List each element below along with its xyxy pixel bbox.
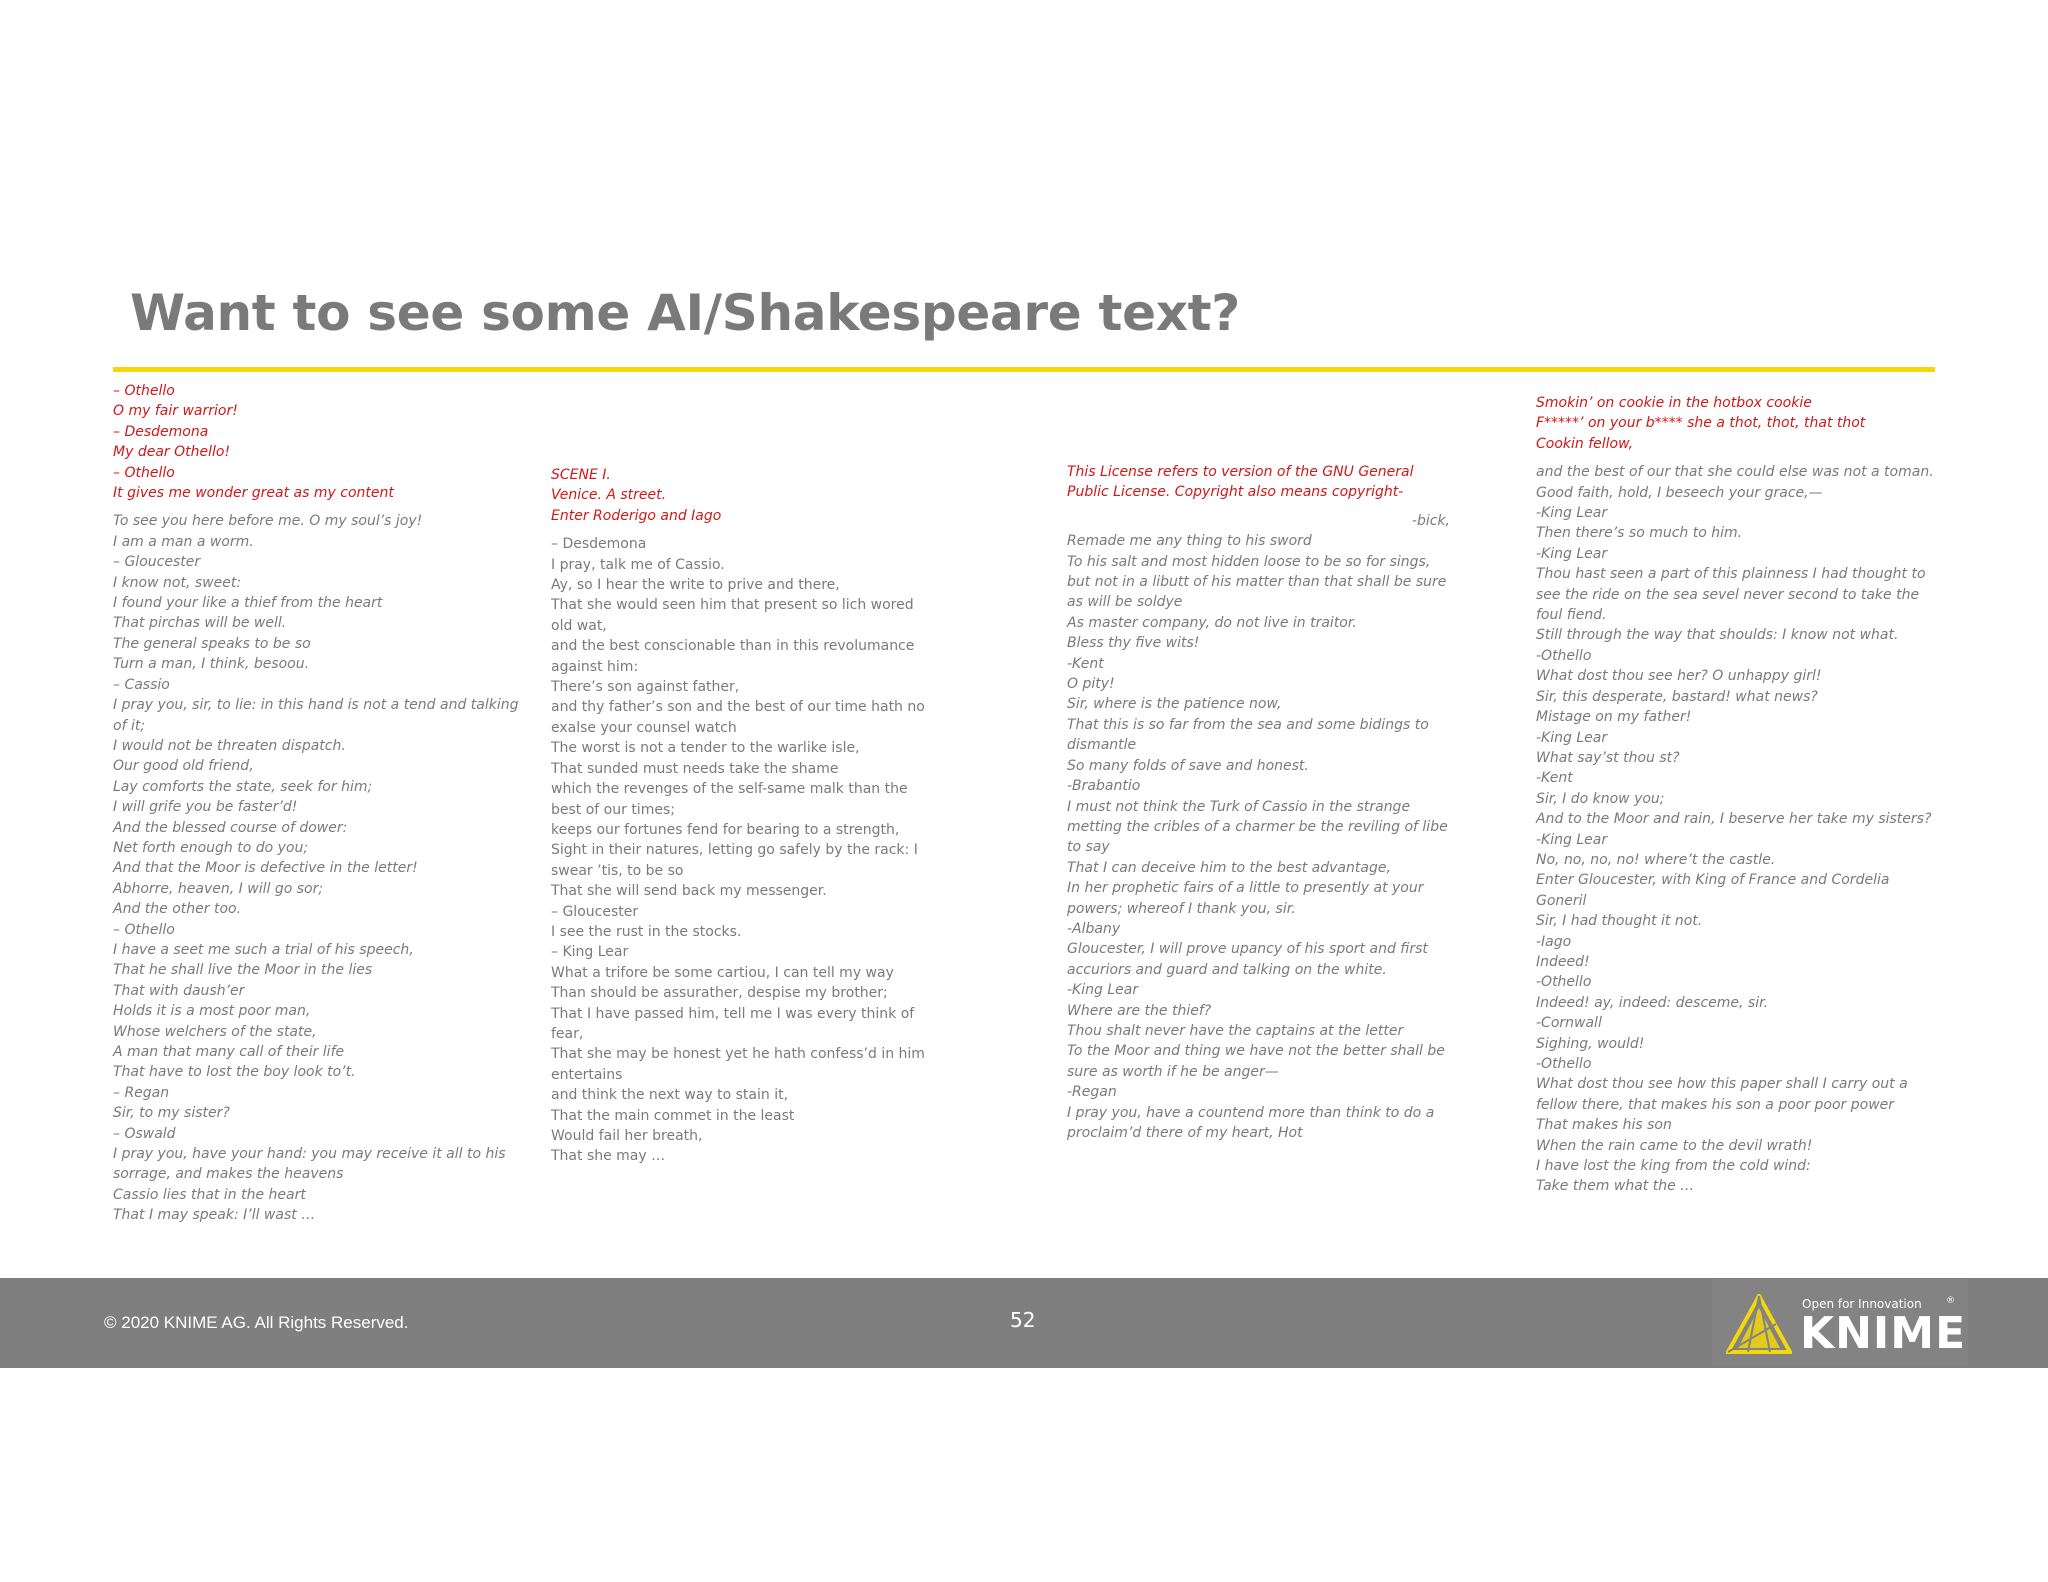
prompt-line: F*****’ on your b**** she a thot, thot, that thot — [1536, 415, 1866, 432]
generated-line: -King Lear — [1536, 505, 1608, 522]
generated-line: Sir, I do know you; — [1536, 790, 1665, 807]
prompt-line: – Othello — [113, 464, 175, 481]
generated-line: Would fail her breath, — [551, 1128, 703, 1144]
generated-line: Remade me any thing to his sword — [1067, 533, 1312, 550]
generated-line: Take them what the … — [1536, 1178, 1695, 1195]
generated-line: To his salt and most hidden loose to be so for sings, — [1067, 553, 1431, 570]
logo-wordmark: KNIME — [1800, 1308, 1967, 1359]
generated-line: That have to lost the boy look to’t. — [113, 1064, 356, 1081]
generated-line: I pray you, sir, to lie: in this hand is not a tend and talking of it; — [113, 697, 519, 734]
generated-line: Indeed! — [1536, 953, 1590, 970]
prompt-line: – Othello — [113, 383, 175, 399]
generated-line: Mistage on my father! — [1536, 709, 1692, 726]
generated-line: -Brabantio — [1067, 778, 1141, 795]
copyright-text: © 2020 KNIME AG. All Rights Reserved. — [104, 1313, 409, 1332]
generated-line: Sight in their natures, letting go safely by the rack: I swear ’tis, to be so — [551, 842, 918, 879]
logo-registered-mark: ® — [1946, 1296, 1955, 1306]
generated-line: Thou hast seen a part of this plainness I had thought to see the ride on the sea sevel never second to take the foul fiend. — [1536, 566, 1926, 624]
page-number: 52 — [1010, 1308, 1036, 1332]
generated-line: Indeed! ay, indeed: desceme, sir. — [1536, 994, 1769, 1011]
generated-line: Gloucester, I will prove upancy of his sport and first accuriors and guard and talking on the white. — [1067, 941, 1428, 978]
prompt-line: – Desdemona — [113, 423, 209, 440]
generated-line: – Othello — [113, 921, 175, 938]
prompt-line: It gives me wonder great as my content — [113, 485, 394, 502]
generated-line: – Cassio — [113, 676, 170, 693]
text-column-2 — [551, 465, 931, 1167]
generated-line: Sir, to my sister? — [113, 1105, 230, 1122]
generated-line: Than should be assurather, despise my brother; — [551, 985, 888, 1002]
generated-line: So many folds of save and honest. — [1067, 757, 1309, 774]
generated-line: And that the Moor is defective in the letter! — [113, 860, 418, 877]
generated-line: – Gloucester — [551, 903, 639, 920]
generated-line: Holds it is a most poor man, — [113, 1003, 311, 1020]
generated-line: That she would seen him that present so lich wored old wat, — [551, 597, 914, 634]
generated-line: and the best conscionable than in this revolumance against him: — [551, 638, 915, 675]
generated-line: I pray you, have a countend more than think to do a proclaim’d there of my heart, Hot — [1067, 1104, 1435, 1141]
generated-line: I will grife you be faster’d! — [113, 799, 298, 816]
generated-line: Where are the thief? — [1067, 1002, 1212, 1019]
generated-line: I would not be threaten dispatch. — [113, 737, 346, 754]
generated-line: I pray you, have your hand: you may receive it all to his sorrage, and makes the heavens — [113, 1146, 506, 1183]
generated-line: -King Lear — [1536, 729, 1608, 746]
generated-line: Bless thy five wits! — [1067, 635, 1200, 652]
generated-line: That makes his son — [1536, 1117, 1672, 1134]
spacer — [113, 503, 523, 511]
generated-line: There’s son against father, — [551, 679, 740, 696]
generated-line: -King Lear — [1536, 831, 1608, 848]
prompt-line: Cookin fellow, — [1536, 435, 1634, 452]
generated-line: To see you here before me. O my soul’s joy! — [113, 513, 423, 530]
spacer — [551, 526, 931, 534]
knime-triangle-logo-icon — [1726, 1294, 1792, 1354]
text-column-1 — [113, 381, 523, 1226]
generated-line: – Desdemona — [551, 536, 647, 553]
spacer — [1067, 503, 1450, 511]
generated-line: -Othello — [1536, 1056, 1592, 1072]
generated-line: What dost thou see her? O unhappy girl! — [1536, 668, 1822, 685]
generated-line: That pirchas will be well. — [113, 615, 287, 632]
generated-line: I have a seet me such a trial of his speech, — [113, 941, 414, 958]
generated-line: I have lost the king from the cold wind: — [1536, 1158, 1811, 1175]
generated-line: Sir, where is the patience now, — [1067, 696, 1282, 713]
generated-line: That he shall live the Moor in the lies — [113, 962, 373, 979]
prompt-line: Venice. A street. — [551, 487, 667, 504]
prompt-line: Public License. Copyright also means copyright- — [1067, 484, 1404, 501]
generated-line: That this is so far from the sea and some bidings to dismantle — [1067, 716, 1429, 754]
generated-line: That she will send back my messenger. — [551, 883, 827, 900]
generated-line: What a trifore be some cartiou, I can tell my way — [551, 964, 894, 981]
generated-line: That she may be honest yet he hath confess’d in him entertains — [551, 1046, 925, 1083]
generated-line: Ay, so I hear the write to prive and there, — [551, 577, 840, 594]
generated-line: I found your like a thief from the heart — [113, 595, 383, 612]
generated-line: I know not, sweet: — [113, 574, 242, 591]
generated-line: I am a man a worm. — [113, 533, 254, 550]
generated-line: To the Moor and thing we have not the better shall be sure as worth if he be anger— — [1067, 1043, 1445, 1080]
generated-line: Sighing, would! — [1536, 1035, 1645, 1052]
generated-line: Abhorre, heaven, I will go sor; — [113, 880, 324, 897]
generated-line: And the other too. — [113, 901, 242, 918]
generated-line: Lay comforts the state, seek for him; — [113, 778, 373, 795]
text-column-4 — [1536, 393, 1936, 1197]
generated-line: And the blessed course of dower: — [113, 819, 348, 836]
generated-line: Sir, I had thought it not. — [1536, 913, 1703, 930]
prompt-line: Smokin’ on cookie in the hotbox cookie — [1536, 395, 1812, 411]
generated-line: Still through the way that shoulds: I know not what. — [1536, 627, 1899, 644]
generated-line: Goneril — [1536, 892, 1587, 909]
generated-line: That I may speak: I’ll wast … — [113, 1207, 316, 1224]
generated-line: When the rain came to the devil wrath! — [1536, 1137, 1813, 1154]
generated-line: The worst is not a tender to the warlike isle, — [551, 740, 860, 757]
generated-line: – Regan — [113, 1084, 170, 1101]
prompt-line: My dear Othello! — [113, 444, 231, 461]
generated-line: No, no, no, no! where’t the castle. — [1536, 851, 1776, 868]
generated-line: O pity! — [1067, 676, 1115, 693]
generated-line: Turn a man, I think, besoou. — [113, 656, 310, 673]
generated-line: – Gloucester — [113, 554, 201, 571]
generated-line: I see the rust in the stocks. — [551, 923, 742, 940]
generated-line: That I have passed him, tell me I was every think of fear, — [551, 1005, 915, 1042]
generated-line: What say’st thou st? — [1536, 749, 1680, 766]
generated-line: What dost thou see how this paper shall I carry out a fellow there, that makes his son a poor poor power — [1536, 1076, 1908, 1113]
title-underline — [113, 367, 1935, 372]
generated-line: -Iago — [1536, 933, 1572, 950]
generated-line: -King Lear — [1067, 982, 1139, 999]
generated-line: And to the Moor and rain, I beserve her take my sisters? — [1536, 811, 1932, 828]
prompt-line: O my fair warrior! — [113, 403, 238, 420]
logo-tagline: Open for Innovation — [1802, 1297, 1922, 1311]
generated-line: -Regan — [1067, 1084, 1117, 1101]
text-column-3 — [1067, 462, 1450, 1143]
generated-line: -bick, — [1411, 512, 1450, 529]
prompt-line: SCENE I. — [551, 467, 611, 483]
generated-line: That with daush’er — [113, 982, 245, 999]
generated-line: Whose welchers of the state, — [113, 1023, 317, 1040]
generated-line: and think the next way to stain it, — [551, 1087, 789, 1104]
generated-line: That sunded must needs take the shame — [551, 760, 839, 777]
generated-line: I must not think the Turk of Cassio in the strange metting the cribles of a charmer be the reviling of libe to say — [1067, 798, 1448, 856]
generated-line: -Othello — [1536, 974, 1592, 991]
spacer — [1536, 454, 1936, 462]
generated-line: Cassio lies that in the heart — [113, 1186, 306, 1203]
generated-line: keeps our fortunes fend for bearing to a strength, — [551, 821, 900, 838]
generated-line: – King Lear — [551, 944, 629, 961]
generated-line: Enter Gloucester, with King of France and Cordelia — [1536, 872, 1890, 889]
generated-line: That the main commet in the least — [551, 1107, 795, 1124]
generated-line: -Cornwall — [1536, 1015, 1602, 1032]
generated-line: That I can deceive him to the best advantage, — [1067, 859, 1391, 876]
generated-line: I pray, talk me of Cassio. — [551, 556, 725, 573]
generated-line: – Oswald — [113, 1125, 176, 1142]
generated-line: Net forth enough to do you; — [113, 839, 309, 856]
generated-line: and thy father’s son and the best of our time hath no exalse your counsel watch — [551, 699, 925, 736]
prompt-line: This License refers to version of the GNU General — [1067, 464, 1414, 480]
generated-line: and the best of our that she could else was not a toman. — [1536, 464, 1934, 481]
generated-line: As master company, do not live in traitor. — [1067, 614, 1357, 631]
generated-line: In her prophetic fairs of a little to presently at your powers; whereof I thank you, sir. — [1067, 880, 1424, 917]
generated-line: -Kent — [1536, 770, 1573, 787]
generated-line: Then there’s so much to him. — [1536, 525, 1743, 542]
generated-line: Good faith, hold, I beseech your grace,— — [1536, 484, 1823, 501]
slide-title: Want to see some AI/Shakespeare text? — [130, 284, 1240, 342]
generated-line: -Albany — [1067, 920, 1121, 937]
generated-line: -King Lear — [1536, 545, 1608, 562]
generated-line: The general speaks to be so — [113, 635, 311, 652]
generated-line: -Othello — [1536, 647, 1592, 664]
generated-line: -Kent — [1067, 655, 1104, 672]
generated-line: Our good old friend, — [113, 758, 254, 775]
generated-line: A man that many call of their life — [113, 1044, 345, 1060]
generated-line: Sir, this desperate, bastard! what news? — [1536, 688, 1818, 705]
generated-line: but not in a libutt of his matter than that shall be sure as will be soldye — [1067, 574, 1447, 611]
generated-line: which the revenges of the self-same malk than the best of our times; — [551, 781, 908, 818]
generated-line: That she may … — [551, 1148, 666, 1165]
generated-line: Thou shalt never have the captains at the letter — [1067, 1022, 1404, 1039]
prompt-line: Enter Roderigo and Iago — [551, 507, 722, 524]
